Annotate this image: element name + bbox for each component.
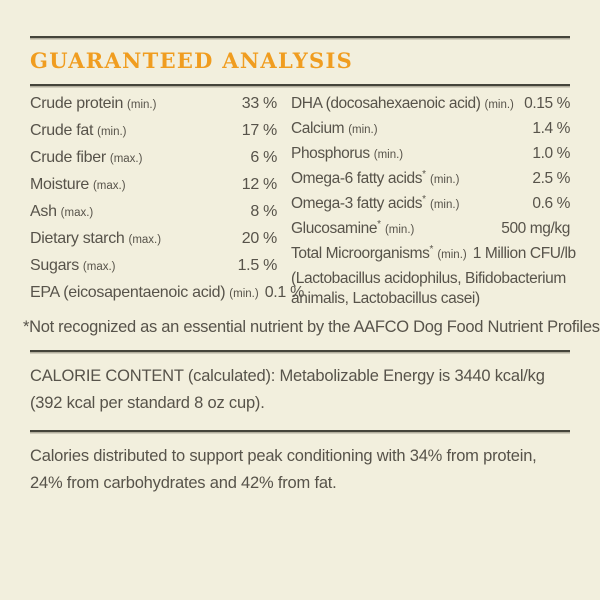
nutrient-label: Crude fiber [30, 149, 106, 166]
nutrient-row [291, 120, 570, 145]
footnote-asterisk: * [377, 218, 381, 230]
nutrient-table [30, 95, 576, 311]
footnote-asterisk: * [429, 243, 434, 255]
nutrient-row [291, 95, 570, 120]
nutrient-label: EPA (eicosapentaenoic acid) [30, 284, 226, 301]
nutrient-row [30, 149, 277, 176]
nutrient-qualifier: (max.) [82, 261, 116, 273]
divider-under-title [30, 84, 570, 86]
nutrient-label: Calcium [291, 120, 345, 137]
nutrient-value: 20 % [241, 230, 277, 247]
nutrient-label: Dietary starch [30, 230, 125, 247]
nutrient-qualifier: (min.) [229, 288, 259, 300]
nutrient-qualifier: (min.) [484, 99, 514, 111]
nutrient-qualifier: (min.) [384, 224, 415, 236]
nutrient-row [30, 176, 277, 203]
nutrient-label: Omega-6 fatty acids* [291, 168, 427, 187]
nutrient-qualifier: (max.) [128, 234, 162, 246]
nutrient-column-left [30, 95, 305, 311]
nutrient-value: 1 Million CFU/lb [472, 245, 576, 262]
nutrient-value: 6 % [250, 149, 277, 166]
nutrient-row [291, 195, 570, 220]
nutrient-label: Total Microorganisms* [291, 243, 434, 262]
nutrient-qualifier: (min.) [430, 199, 460, 211]
footnote-asterisk: * [422, 193, 427, 205]
nutrient-value: 1.0 % [532, 145, 570, 162]
nutrient-label: Crude fat [30, 122, 94, 139]
nutrient-label: Crude protein [30, 95, 124, 112]
nutrient-value: 0.1 % [264, 284, 305, 301]
nutrient-row [291, 243, 576, 270]
nutrient-label: Glucosamine* [291, 218, 381, 237]
nutrient-row [291, 220, 570, 245]
nutrient-value: 2.5 % [532, 170, 570, 187]
nutrient-label: Omega-3 fatty acids* [291, 193, 427, 212]
nutrient-column-right [291, 95, 576, 311]
divider-top [30, 36, 570, 38]
nutrient-row [30, 284, 305, 311]
nutrient-label: Ash [30, 203, 57, 220]
nutrient-label: Moisture [30, 176, 89, 193]
nutrient-value: 0.15 % [524, 95, 570, 112]
divider-above-calorie-distribution [30, 430, 570, 432]
nutrient-qualifier: (max.) [92, 180, 126, 192]
microorganism-species-line: (Lactobacillus acidophilus, Bifidobacterium [291, 270, 566, 287]
nutrient-value: 1.4 % [532, 120, 570, 137]
nutrient-qualifier: (min.) [430, 174, 460, 186]
nutrient-qualifier: (min.) [437, 249, 467, 261]
nutrient-qualifier: (min.) [97, 126, 127, 138]
nutrient-row [291, 145, 570, 170]
nutrient-label: Phosphorus [291, 145, 370, 162]
nutrient-row [30, 95, 277, 122]
nutrient-row [30, 230, 277, 257]
nutrient-qualifier: (min.) [373, 149, 404, 161]
nutrient-value: 33 % [241, 95, 277, 112]
section-title: GUARANTEED ANALYSIS [30, 48, 354, 73]
calorie-distribution-text: Calories distributed to support peak conditioning with 34% from protein, 24% from carbohydrates and 42% from fat. [30, 447, 537, 492]
nutrient-row [30, 122, 277, 149]
nutrient-row [291, 170, 570, 195]
nutrient-qualifier: (min.) [127, 99, 157, 111]
nutrient-value: 12 % [241, 176, 277, 193]
calorie-content-text: CALORIE CONTENT (calculated): Metabolizable Energy is 3440 kcal/kg (392 kcal per standard 8 oz cup). [30, 367, 545, 412]
nutrient-qualifier: (min.) [348, 124, 378, 136]
divider-above-calorie-content [30, 350, 570, 352]
nutrient-label: Sugars [30, 257, 79, 274]
aafco-footnote: *Not recognized as an essential nutrient by the AAFCO Dog Food Nutrient Profiles [23, 318, 600, 336]
nutrient-qualifier: (max.) [60, 207, 94, 219]
footnote-asterisk: * [422, 168, 427, 180]
nutrient-value: 500 mg/kg [501, 220, 570, 237]
microorganism-species-line: animalis, Lactobacillus casei) [291, 290, 480, 307]
nutrient-label: DHA (docosahexaenoic acid) [291, 95, 481, 112]
nutrient-value: 1.5 % [237, 257, 277, 274]
nutrient-row [30, 203, 277, 230]
nutrient-value: 17 % [241, 122, 277, 139]
nutrient-value: 0.6 % [532, 195, 570, 212]
nutrient-qualifier: (max.) [109, 153, 143, 165]
nutrient-value: 8 % [250, 203, 277, 220]
nutrient-row [30, 257, 277, 284]
